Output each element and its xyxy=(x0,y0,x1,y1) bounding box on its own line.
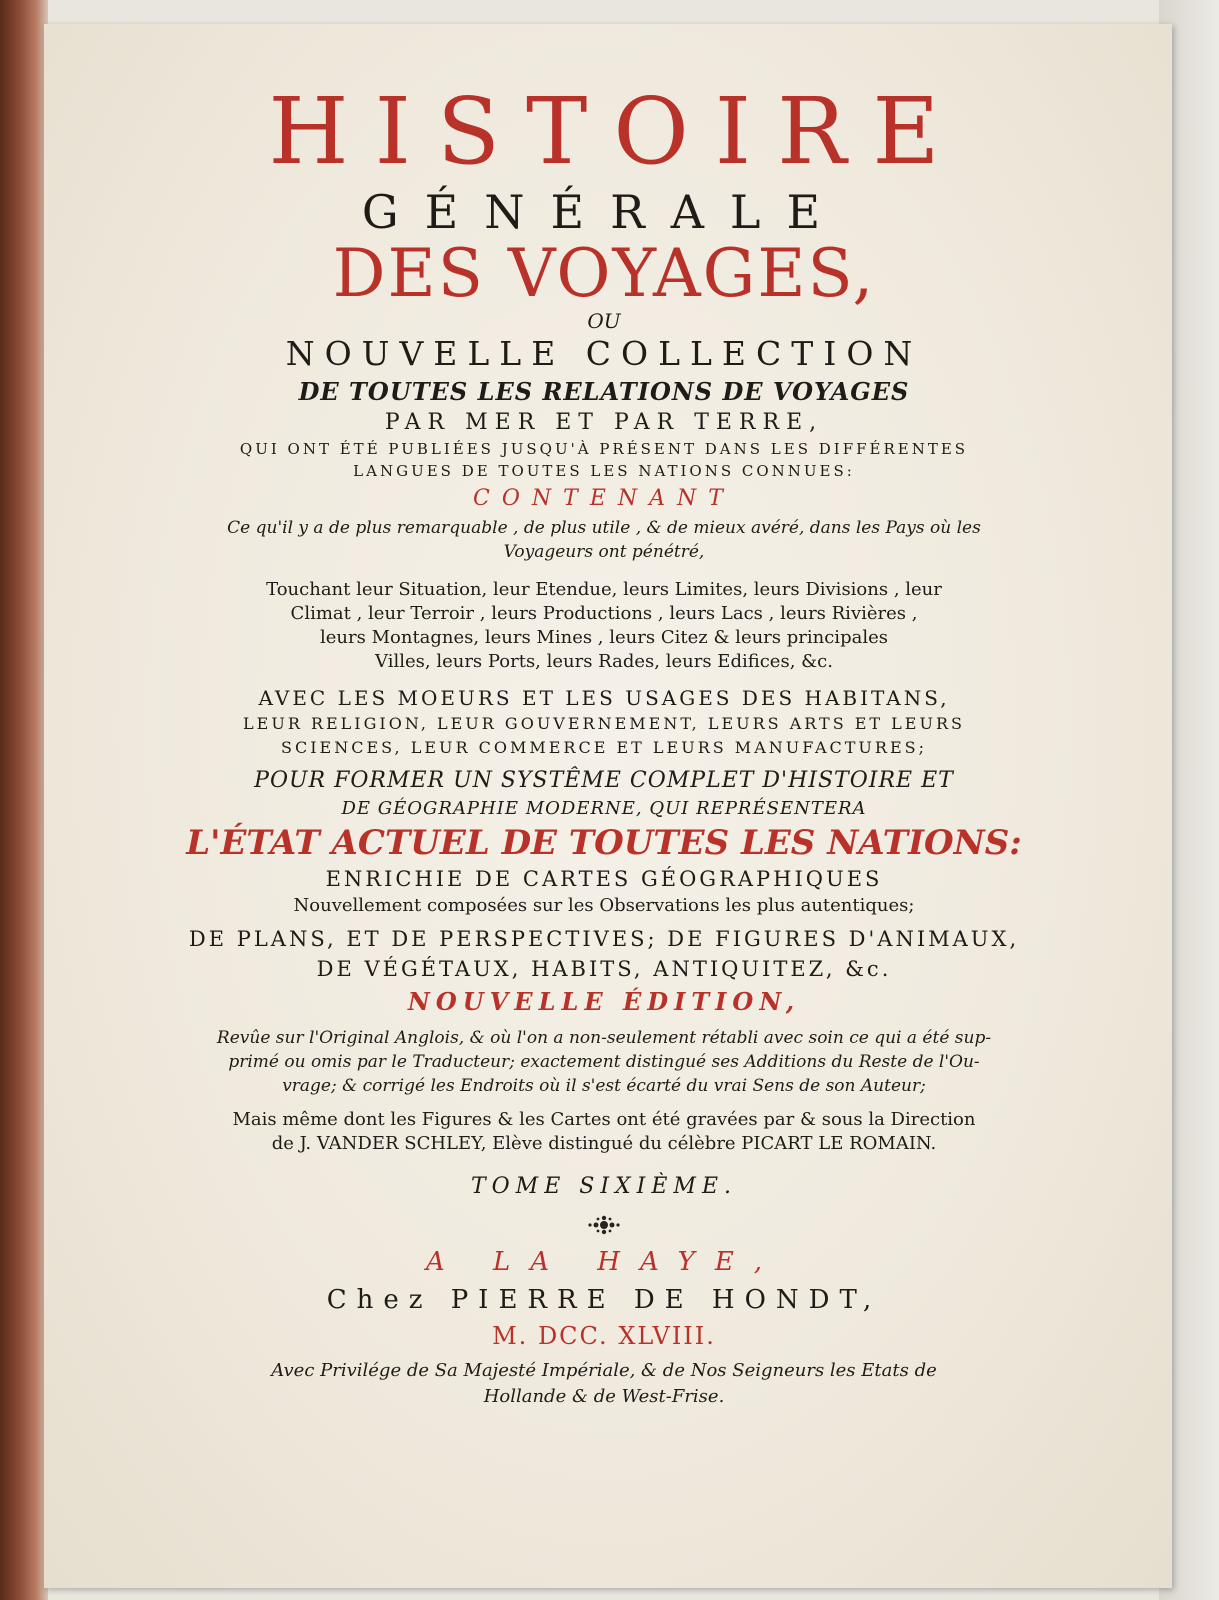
date: M. DCC. XLVIII. xyxy=(492,1322,716,1350)
mais-line-1: Mais même dont les Figures & les Cartes ont été gravées par & sous la Direction xyxy=(232,1109,976,1130)
touchant-line-4: Villes, leurs Ports, leurs Rades, leurs Edifices, &c. xyxy=(375,651,833,672)
privilege-line-1: Avec Privilége de Sa Majesté Impériale, & de Nos Seigneurs les Etats de xyxy=(271,1360,937,1381)
title-ou: OU xyxy=(587,309,621,333)
remarquable-line-2: Voyageurs ont pénétré, xyxy=(503,542,705,562)
title-histoire: HISTOIRE xyxy=(268,78,966,185)
book-spine xyxy=(0,0,48,1600)
pour-line-2: DE GÉOGRAPHIE MODERNE, QUI REPRÉSENTERA xyxy=(341,798,867,819)
revue-line-1: Revûe sur l'Original Anglois, & où l'on a non-seulement rétabli avec soin ce qui a été sup- xyxy=(216,1028,992,1048)
touchant-line-2: Climat , leur Terroir , leurs Productions , leurs Lacs , leurs Rivières , xyxy=(290,603,918,624)
privilege-line-2: Hollande & de West-Frise. xyxy=(483,1386,725,1407)
nouvellement: Nouvellement composées sur les Observations les plus autentiques; xyxy=(293,895,915,916)
moeurs-line-2: LEUR RELIGION, LEUR GOUVERNEMENT, LEURS ARTS ET LEURS xyxy=(243,714,965,733)
title-block xyxy=(104,78,1104,1410)
title-mer-terre: PAR MER ET PAR TERRE, xyxy=(384,410,824,435)
tome: TOME SIXIÈME. xyxy=(470,1174,738,1199)
mais-line-2: de J. VANDER SCHLEY, Elève distingué du célèbre PICART LE ROMAIN. xyxy=(271,1133,937,1154)
title-page xyxy=(44,24,1172,1588)
title-relations: DE TOUTES LES RELATIONS DE VOYAGES xyxy=(298,377,910,406)
title-generale: GÉNÉRALE xyxy=(361,185,847,239)
publiees-line-2: LANGUES DE TOUTES LES NATIONS CONNUES: xyxy=(353,462,855,480)
ornament-icon xyxy=(584,1214,624,1236)
publiees-line-1: QUI ONT ÉTÉ PUBLIÉES JUSQU'À PRÉSENT DANS LES DIFFÉRENTES xyxy=(239,440,969,458)
touchant-line-3: leurs Montagnes, leurs Mines , leurs Citez & leurs principales xyxy=(320,627,888,648)
remarquable-line-1: Ce qu'il y a de plus remarquable , de plus utile , & de mieux avéré, dans les Pays où les xyxy=(227,518,981,538)
touchant-line-1: Touchant leur Situation, leur Etendue, leurs Limites, leurs Divisions , leur xyxy=(266,579,942,600)
title-nouvelle-collection: NOUVELLE COLLECTION xyxy=(285,334,923,373)
nouvelle-edition: NOUVELLE ÉDITION, xyxy=(407,987,801,1016)
plans-line-2: DE VÉGÉTAUX, HABITS, ANTIQUITEZ, &c. xyxy=(316,957,892,981)
plans-line-1: DE PLANS, ET DE PERSPECTIVES; DE FIGURES D'ANIMAUX, xyxy=(188,927,1020,951)
revue-line-2: primé ou omis par le Traducteur; exactement distingué ses Additions du Reste de l'Ou- xyxy=(228,1052,980,1072)
moeurs-line-3: SCIENCES, LEUR COMMERCE ET LEURS MANUFACTURES; xyxy=(281,738,927,757)
contenant: CONTENANT xyxy=(473,486,735,511)
la-haye: A LA HAYE, xyxy=(425,1247,783,1277)
revue-line-3: vrage; & corrigé les Endroits où il s'est écarté du vrai Sens de son Auteur; xyxy=(282,1076,926,1096)
pour-line-1: POUR FORMER UN SYSTÊME COMPLET D'HISTOIRE ET xyxy=(254,768,954,793)
title-des-voyages: DES VOYAGES, xyxy=(332,235,876,312)
enrichie: ENRICHIE DE CARTES GÉOGRAPHIQUES xyxy=(325,867,883,891)
etat-actuel: L'ÉTAT ACTUEL DE TOUTES LES NATIONS: xyxy=(186,823,1022,863)
chez-pierre-de-hondt: Chez PIERRE DE HONDT, xyxy=(326,1285,882,1315)
moeurs-line-1: AVEC LES MOEURS ET LES USAGES DES HABITANS, xyxy=(258,686,950,710)
